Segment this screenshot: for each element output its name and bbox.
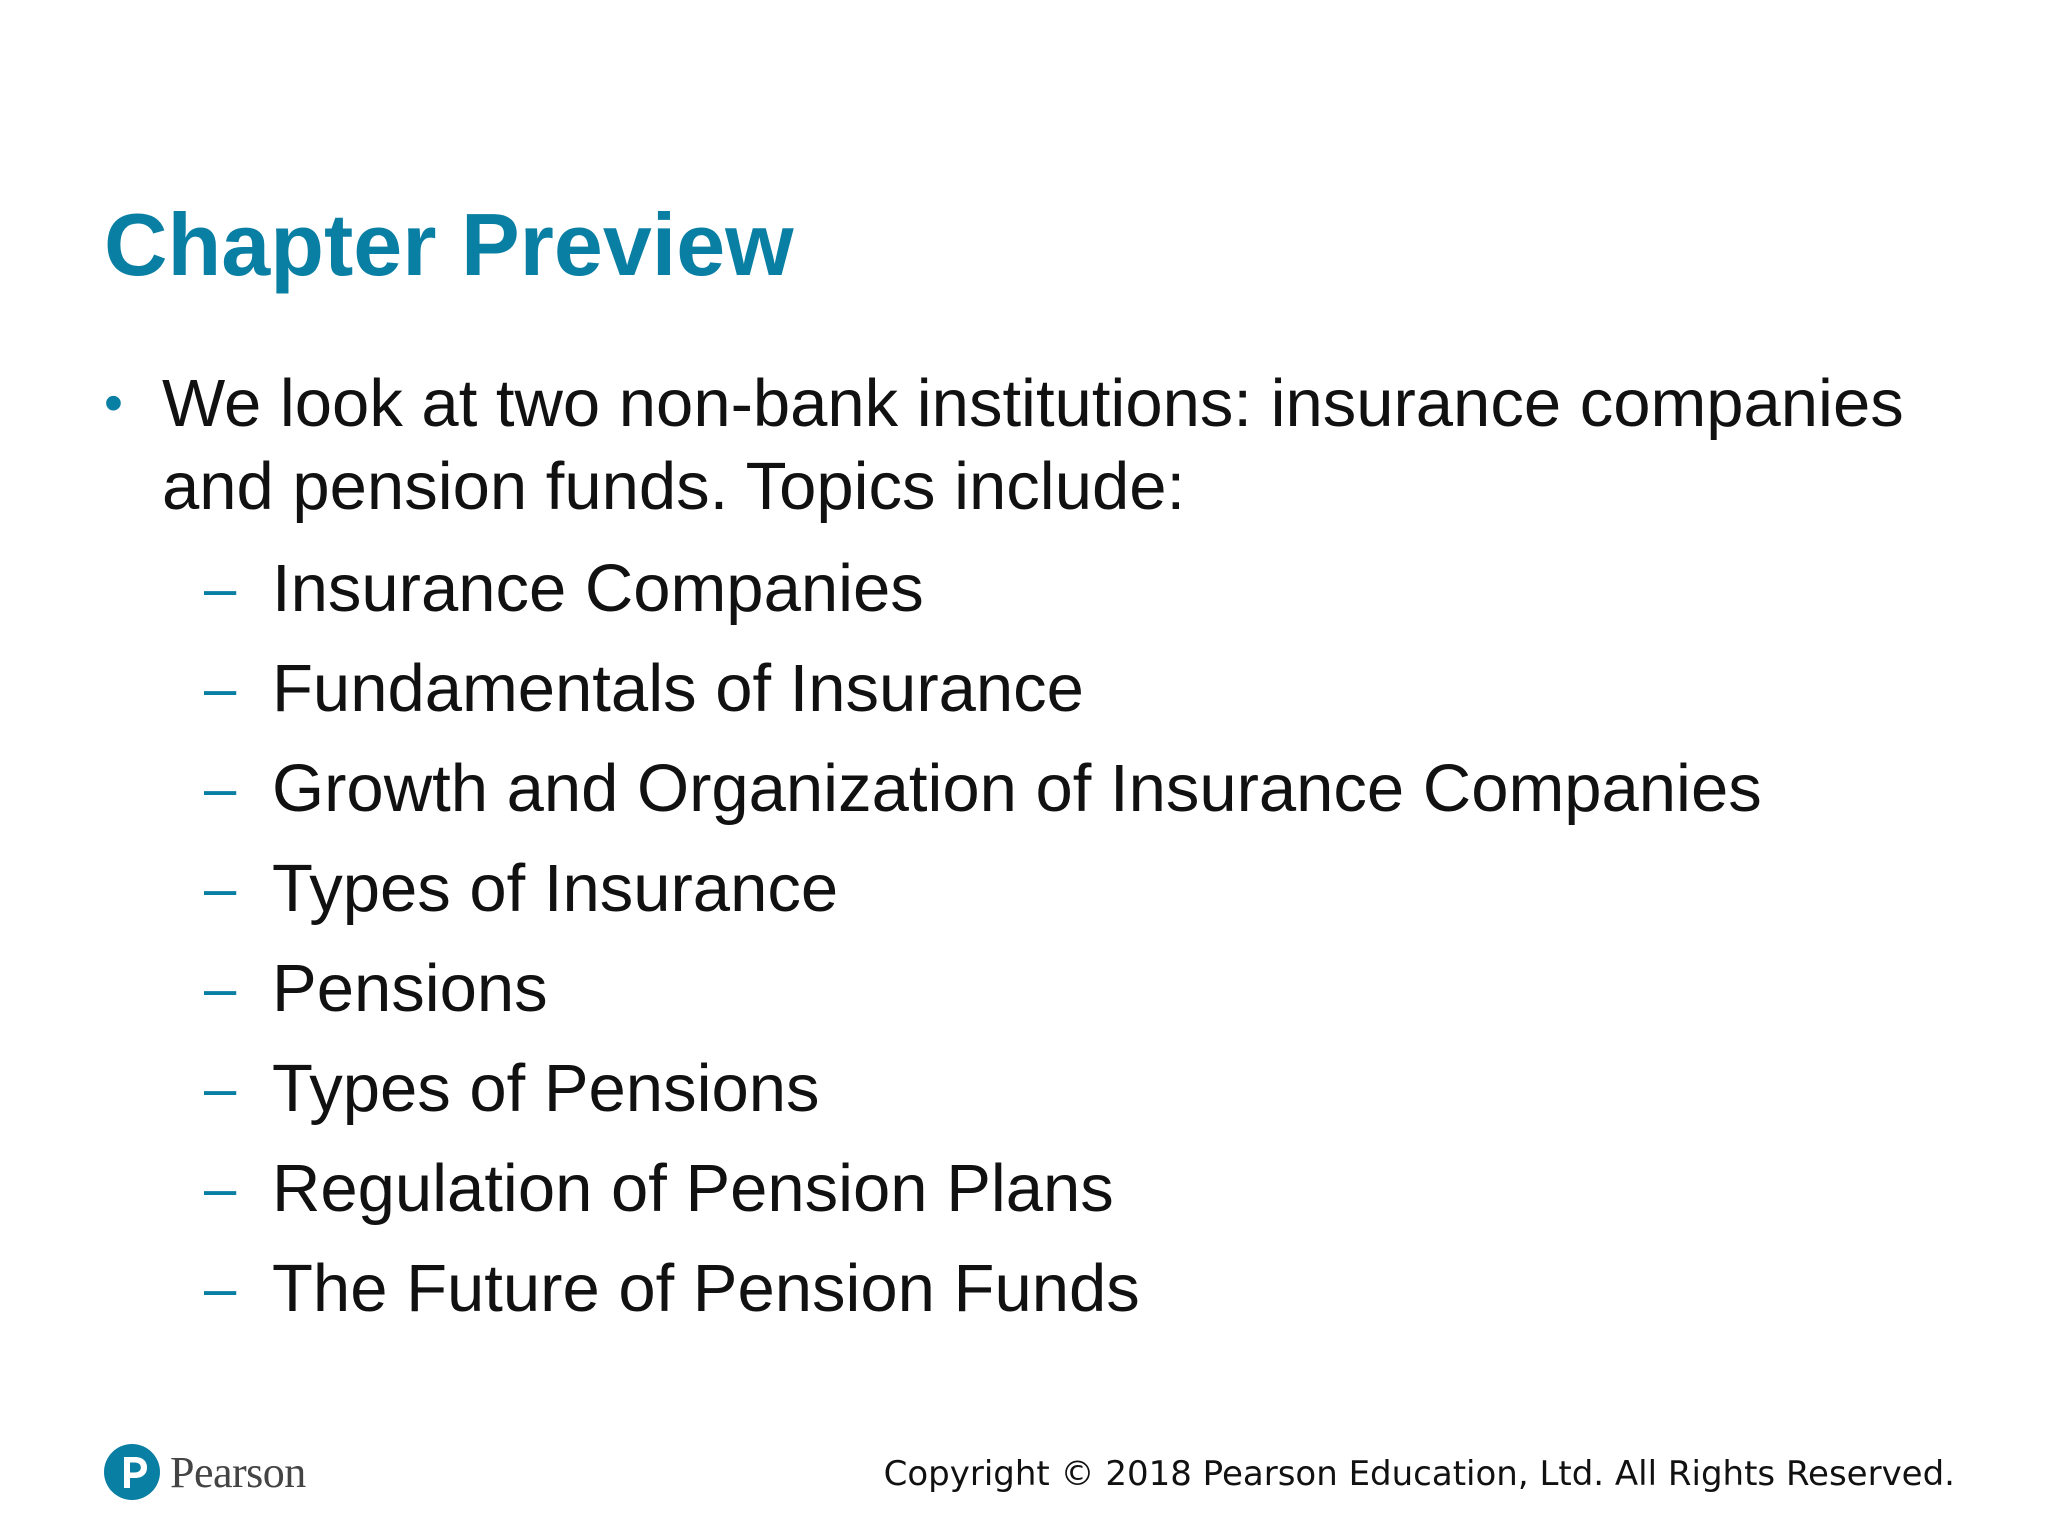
topic-text: Types of Pensions (272, 1051, 820, 1126)
topic-item (202, 1149, 1762, 1249)
dash-marker: – (204, 656, 237, 721)
topic-text: Pensions (272, 951, 548, 1026)
dash-marker: – (204, 556, 237, 621)
dash-marker: – (204, 756, 237, 821)
dash-marker: – (204, 856, 237, 921)
topic-item (202, 849, 1762, 949)
pearson-wordmark: Pearson (170, 1447, 306, 1497)
pearson-logo (104, 1439, 306, 1505)
bullet-row (104, 362, 2004, 528)
topic-text: Regulation of Pension Plans (272, 1151, 1114, 1226)
dash-marker: – (204, 1056, 237, 1121)
topic-text: Growth and Organization of Insurance Companies (272, 751, 1762, 826)
topic-text: The Future of Pension Funds (272, 1251, 1140, 1326)
topic-item (202, 649, 1762, 749)
topic-list (202, 549, 1762, 1349)
topic-text: Fundamentals of Insurance (272, 651, 1084, 726)
topic-item (202, 1049, 1762, 1149)
topic-item (202, 549, 1762, 649)
topic-text: Insurance Companies (272, 551, 924, 626)
dash-marker: – (204, 1256, 237, 1321)
slide-title: Chapter Preview (104, 195, 794, 294)
bullet-text: We look at two non-bank institutions: insurance companies and pension funds. Topics include: (162, 366, 1904, 524)
topic-text: Types of Insurance (272, 851, 839, 926)
main-bullet (104, 362, 2004, 528)
dash-marker: – (204, 956, 237, 1021)
topic-item (202, 949, 1762, 1049)
topic-item (202, 1249, 1762, 1349)
dash-marker: – (204, 1156, 237, 1221)
pearson-p-icon (104, 1444, 160, 1500)
copyright-notice: Copyright © 2018 Pearson Education, Ltd. All Rights Reserved. (883, 1454, 1955, 1494)
topic-item (202, 749, 1762, 849)
bullet-marker: • (104, 373, 123, 433)
